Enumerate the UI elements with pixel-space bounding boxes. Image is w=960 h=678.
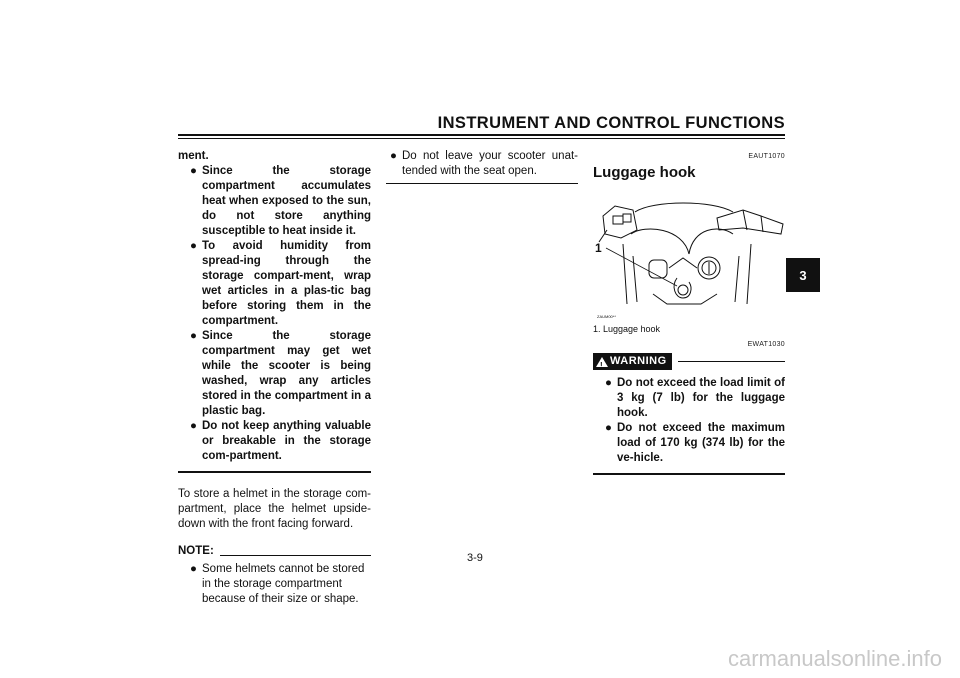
note-bullets (178, 562, 371, 607)
list-item: ● Since the storage compartment may get wet while the scooter is being washed, wrap any articles stored in the compartment in a plastic bag. (190, 330, 371, 417)
caution-bullets (178, 164, 371, 464)
bullet-icon: ● (605, 422, 612, 434)
list-item: ● Do not leave your scooter unat-tended with the seat open. (390, 150, 578, 177)
note-rule (220, 555, 371, 556)
note-label: NOTE: (178, 545, 214, 557)
luggage-hook-illustration (593, 194, 785, 322)
header-rule (178, 134, 785, 136)
warning-bullets (593, 376, 785, 466)
warning-badge (593, 353, 672, 370)
figure-code: ZAUM00** (597, 314, 616, 319)
chapter-tab: 3 (786, 258, 820, 292)
bullet-icon: ● (390, 150, 397, 162)
column-middle (386, 149, 578, 184)
figure-caption: 1. Luggage hook (593, 324, 661, 334)
column-right (593, 149, 785, 475)
list-item: ● Some helmets cannot be stored in the storage compartment because of their size or shape. (190, 563, 365, 605)
note-header (178, 544, 371, 559)
continued-text: ment. (178, 150, 209, 162)
figure-callout: 1 (595, 241, 602, 255)
warning-code: EWAT1030 (747, 341, 785, 348)
section-code: EAUT1070 (748, 153, 785, 160)
list-item: ● Since the storage compartment accumulates heat when exposed to the sun, do not store anything susceptible to heat inside it. (190, 165, 371, 237)
bullet-icon: ● (190, 563, 197, 575)
helmet-paragraph: To store a helmet in the storage com-partment, place the helmet upside-down with the front facing forward. (178, 488, 371, 530)
list-item: ● Do not exceed the load limit of 3 kg (7 lb) for the luggage hook. (605, 377, 785, 419)
bullet-icon: ● (190, 330, 197, 342)
header-rule-thin (178, 138, 785, 139)
page-header-title: INSTRUMENT AND CONTROL FUNCTIONS (437, 114, 785, 132)
warning-end-rule (593, 473, 785, 475)
note-end-rule (386, 183, 578, 184)
warning-rule (678, 361, 785, 362)
watermark-text: carmanualsonline.info (727, 646, 942, 671)
warning-label: WARNING (610, 355, 667, 367)
list-item: ● To avoid humidity from spread-ing through the storage compart-ment, wrap wet articles in a plas-tic bag before storing them in the compartment. (190, 240, 371, 327)
column-left (178, 149, 371, 607)
bullet-icon: ● (190, 165, 197, 177)
bullet-icon: ● (605, 377, 612, 389)
page-number: 3-9 (467, 552, 483, 564)
warning-triangle-icon: ! (596, 357, 608, 367)
caution-end-rule (178, 471, 371, 473)
bullet-icon: ● (190, 240, 197, 252)
bullet-icon: ● (190, 420, 197, 432)
list-item: ● Do not exceed the maximum load of 170 kg (374 lb) for the ve-hicle. (605, 422, 785, 464)
list-item: ● Do not keep anything valuable or breakable in the storage com-partment. (190, 420, 371, 462)
scooter-handlebar-drawing (593, 194, 785, 322)
warning-header (593, 353, 785, 370)
section-title: Luggage hook (593, 164, 696, 181)
